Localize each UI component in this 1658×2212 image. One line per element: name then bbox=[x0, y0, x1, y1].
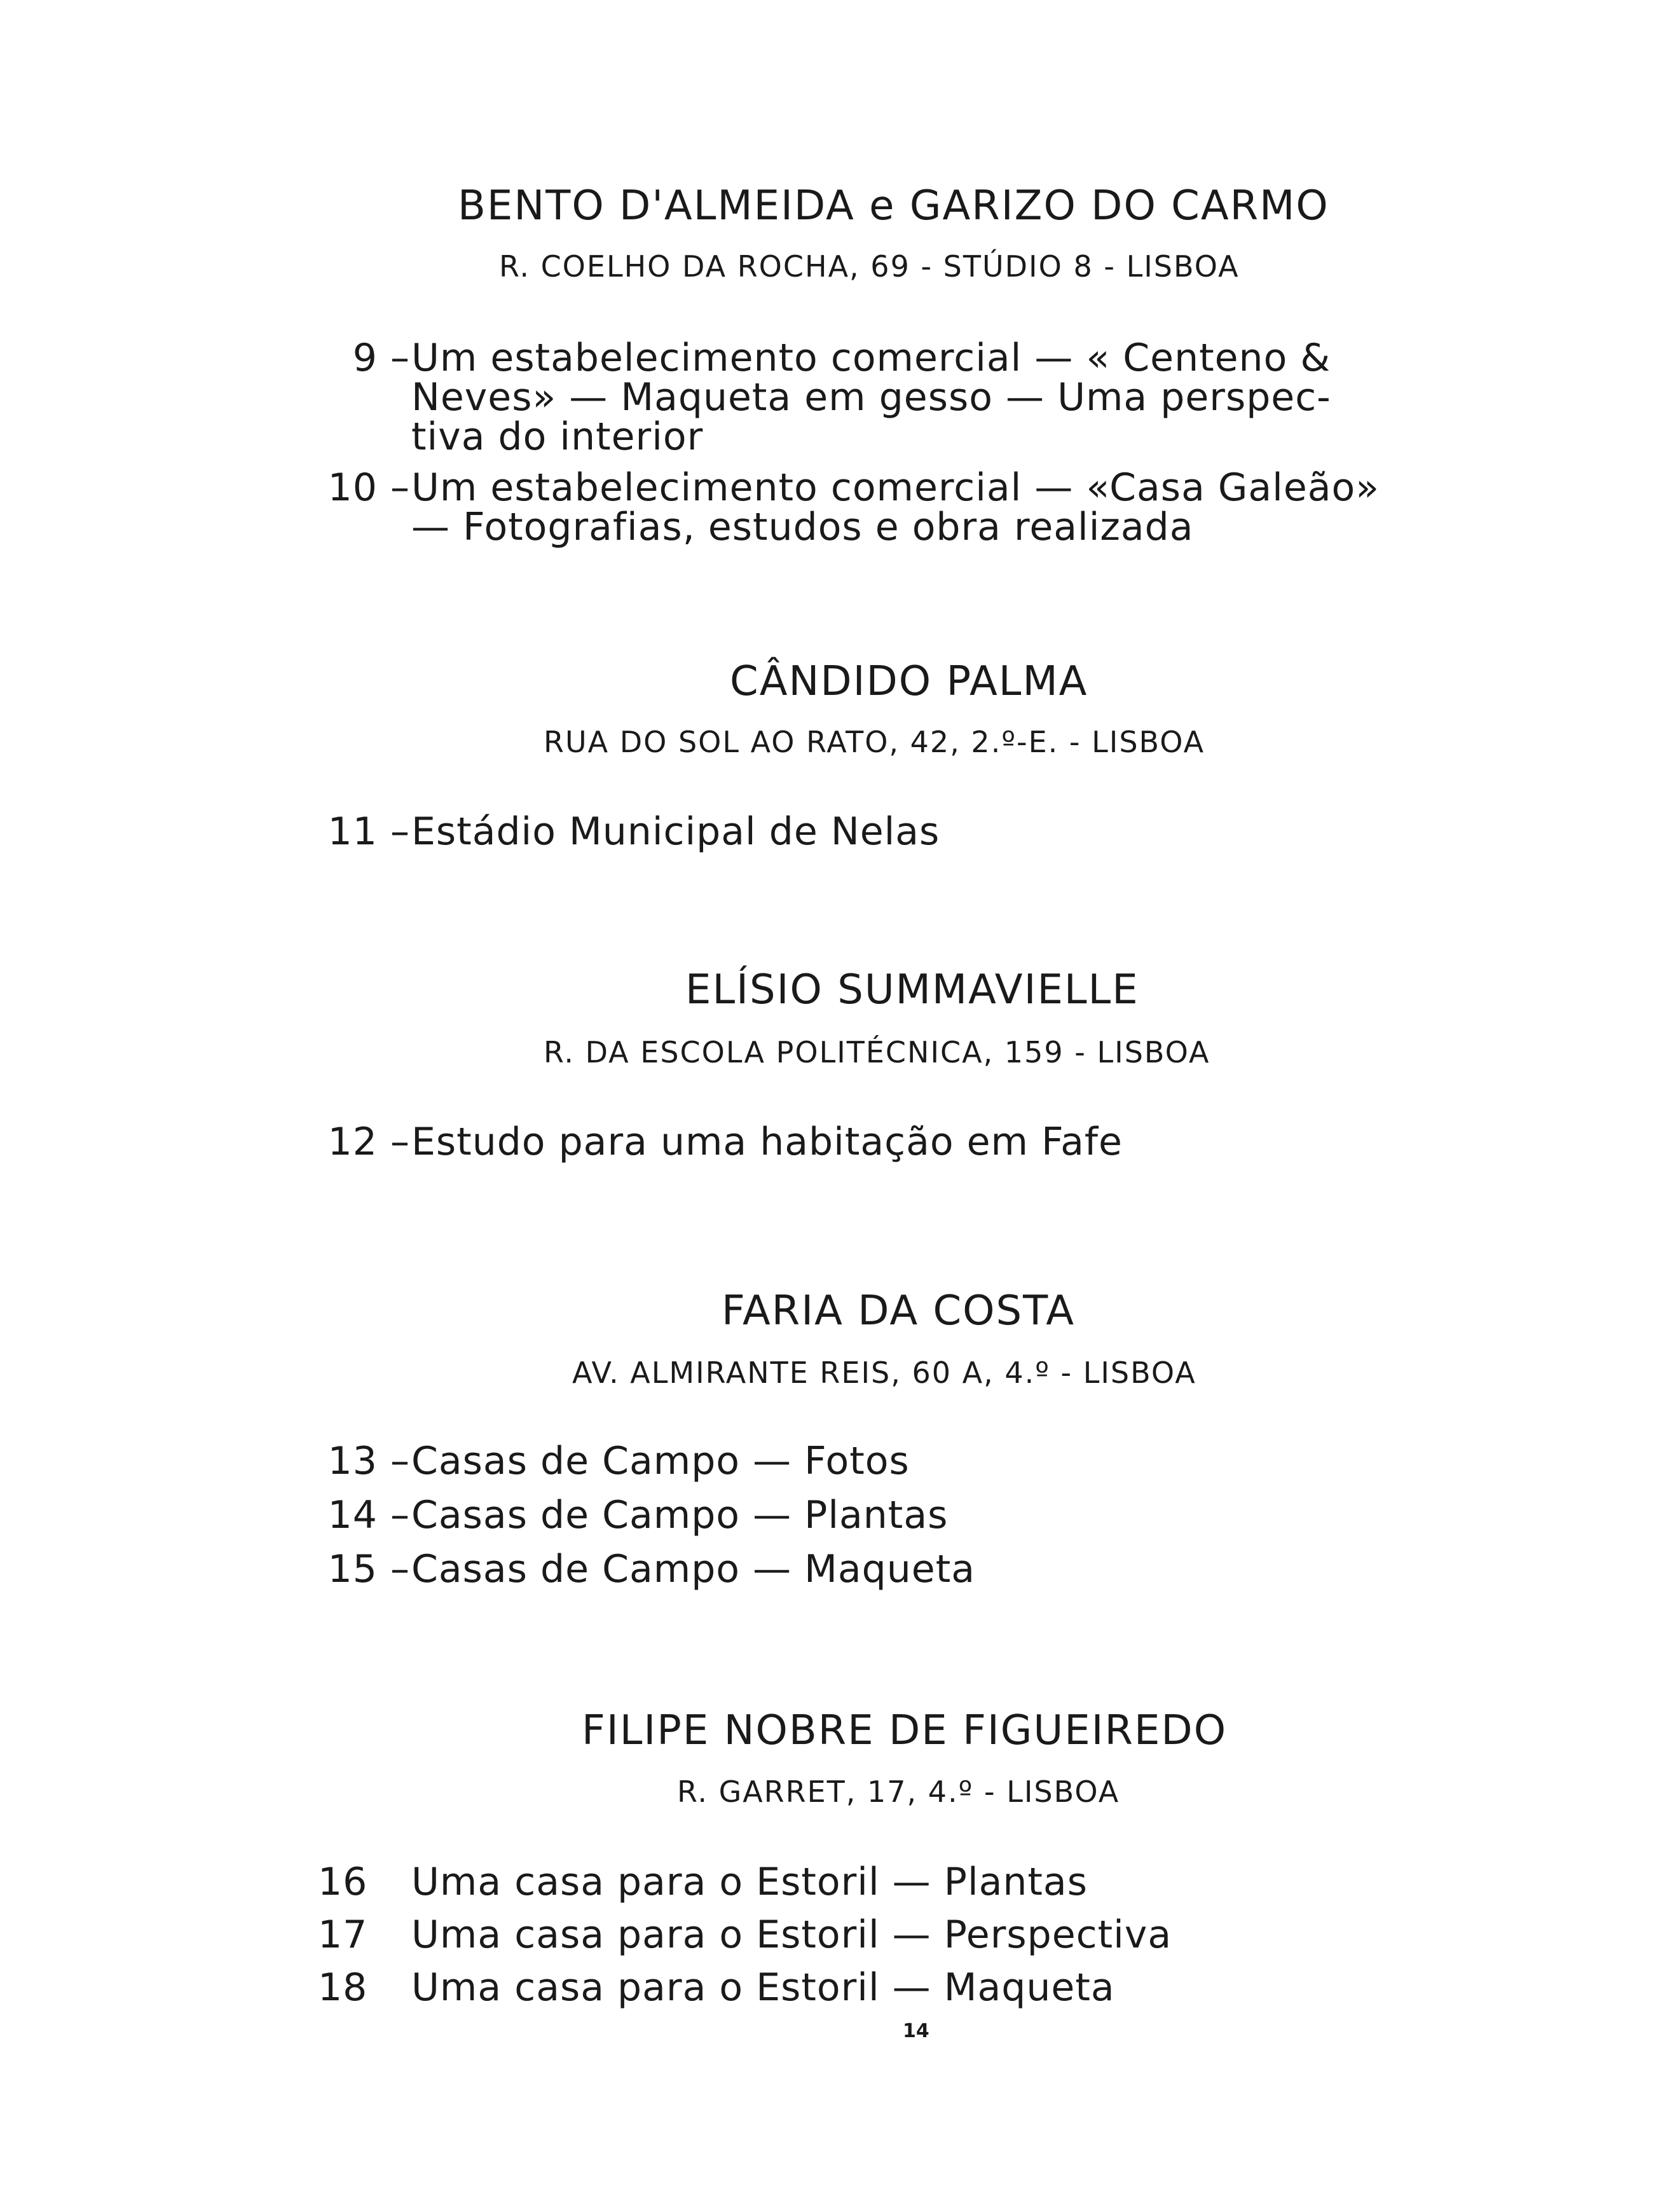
catalogue-entry bbox=[318, 337, 1331, 379]
architect-address: R. GARRET, 17, 4.º - LISBOA bbox=[677, 1775, 1120, 1809]
entry-continuation: Neves» — Maqueta em gesso — Uma perspec- bbox=[411, 375, 1331, 420]
architect-address: AV. ALMIRANTE REIS, 60 A, 4.º - LISBOA bbox=[572, 1356, 1196, 1390]
catalogue-entry bbox=[318, 1440, 910, 1482]
architect-name: FARIA DA COSTA bbox=[722, 1288, 1076, 1335]
entry-number: 12 – bbox=[327, 1120, 410, 1164]
entry-number: 14 – bbox=[327, 1493, 410, 1537]
entry-text: Uma casa para o Estoril — Perspectiva bbox=[411, 1913, 1172, 1957]
entry-text: Uma casa para o Estoril — Plantas bbox=[411, 1860, 1088, 1904]
entry-text: Um estabelecimento comercial — «Casa Galeão» bbox=[411, 465, 1380, 510]
catalogue-entry bbox=[318, 467, 1380, 509]
catalogue-entry bbox=[318, 1121, 1123, 1163]
catalogue-entry bbox=[318, 1967, 1115, 2009]
entry-text: Um estabelecimento comercial — « Centeno & bbox=[411, 336, 1331, 380]
entry-number: 11 – bbox=[327, 809, 410, 854]
catalogue-entry bbox=[318, 1494, 948, 1536]
entry-number: 9 – bbox=[352, 336, 410, 380]
catalogue-entry bbox=[318, 1914, 1172, 1956]
entry-text: Estudo para uma habitação em Fafe bbox=[411, 1120, 1123, 1164]
entry-number: 17 bbox=[318, 1913, 368, 1957]
entry-continuation: tiva do interior bbox=[411, 415, 704, 459]
architect-address: R. COELHO DA ROCHA, 69 - STÚDIO 8 - LISBOA bbox=[499, 249, 1240, 284]
entry-text: Estádio Municipal de Nelas bbox=[411, 809, 940, 854]
architect-address: R. DA ESCOLA POLITÉCNICA, 159 - LISBOA bbox=[544, 1035, 1210, 1069]
catalogue-entry bbox=[318, 1548, 975, 1590]
architect-name: CÂNDIDO PALMA bbox=[730, 658, 1088, 705]
entry-number: 13 – bbox=[327, 1439, 410, 1483]
architect-name: ELÍSIO SUMMAVIELLE bbox=[685, 966, 1139, 1013]
entry-text: Casas de Campo — Fotos bbox=[411, 1439, 910, 1483]
page-number: 14 bbox=[903, 2020, 929, 2042]
entry-number: 10 – bbox=[327, 465, 410, 510]
architect-address: RUA DO SOL AO RATO, 42, 2.º-E. - LISBOA bbox=[544, 725, 1205, 759]
architect-name: BENTO D'ALMEIDA e GARIZO DO CARMO bbox=[458, 182, 1329, 230]
catalogue-entry bbox=[318, 1861, 1088, 1903]
entry-text: Casas de Campo — Maqueta bbox=[411, 1547, 975, 1591]
entry-continuation: — Fotografias, estudos e obra realizada bbox=[411, 505, 1194, 549]
entry-text: Casas de Campo — Plantas bbox=[411, 1493, 949, 1537]
entry-number: 18 bbox=[318, 1965, 368, 2010]
entry-text: Uma casa para o Estoril — Maqueta bbox=[411, 1965, 1115, 2010]
entry-number: 16 bbox=[318, 1860, 368, 1904]
architect-name: FILIPE NOBRE DE FIGUEIREDO bbox=[582, 1707, 1228, 1754]
entry-number: 15 – bbox=[327, 1547, 410, 1591]
catalogue-entry bbox=[318, 811, 940, 853]
